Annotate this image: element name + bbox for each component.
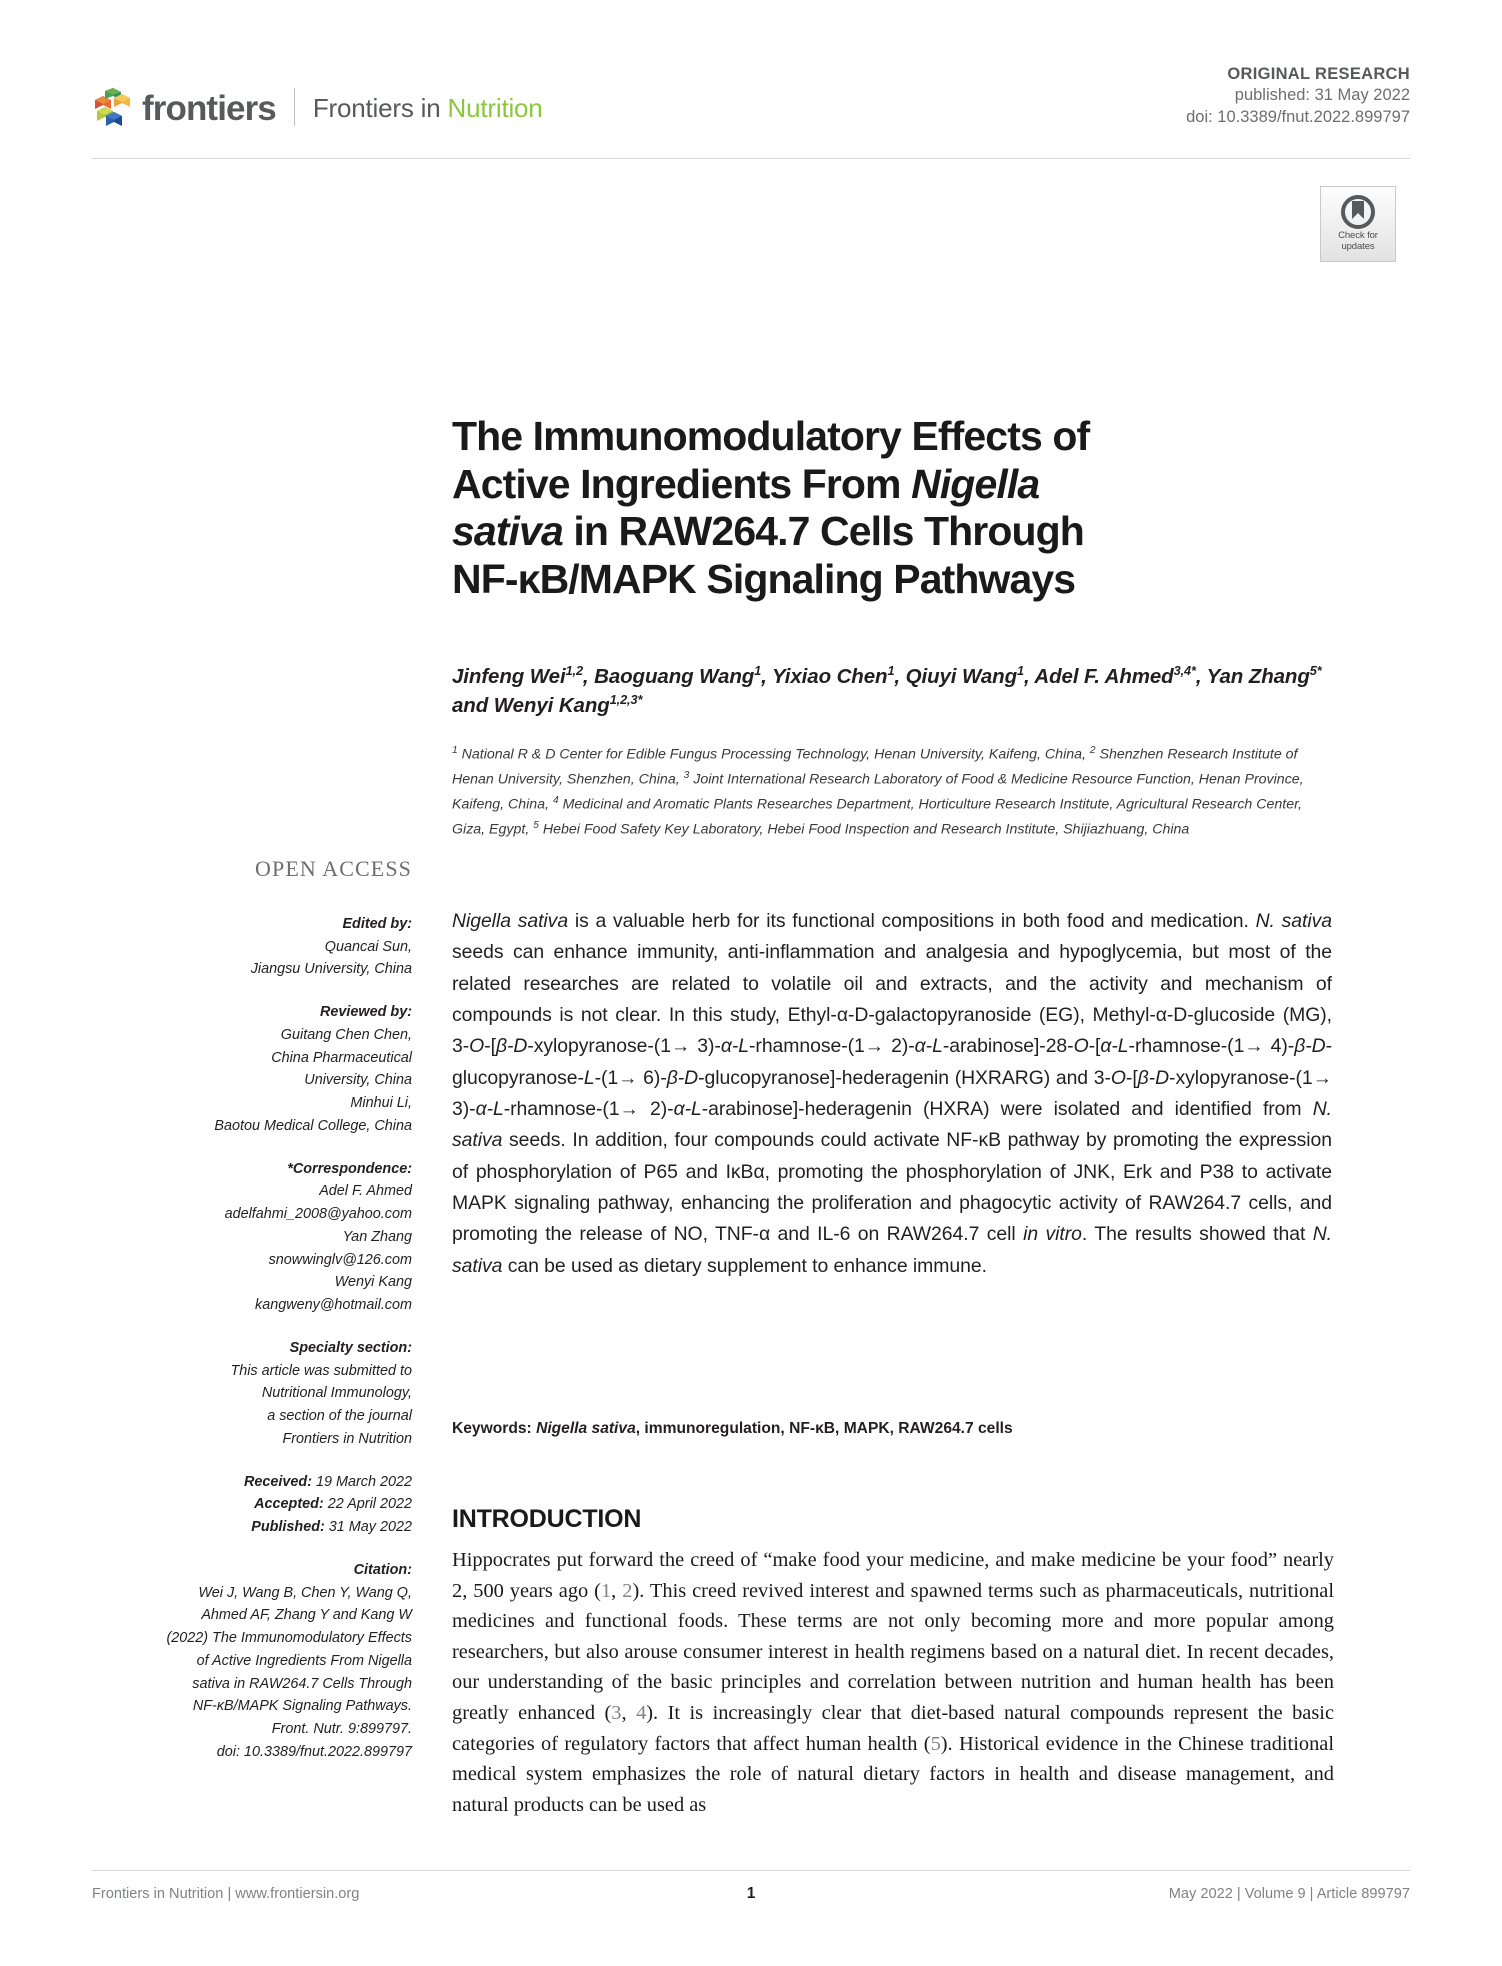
abstract-italic-run: L xyxy=(583,1066,595,1089)
abstract-italic-run: β-D xyxy=(1137,1066,1170,1089)
author-name: Adel F. Ahmed xyxy=(1034,665,1174,688)
reviewer-line: Guitang Chen Chen, xyxy=(280,1026,412,1043)
author-affiliation-marker: 5* xyxy=(1309,663,1322,679)
author-name: Qiuyi Wang xyxy=(905,665,1018,688)
abstract-italic-run: α-L xyxy=(475,1097,504,1120)
citation-line: Wei J, Wang B, Chen Y, Wang Q, xyxy=(198,1584,412,1601)
abstract-italic-run: N. sativa xyxy=(452,1097,1332,1152)
correspondence-line: snowwinglv@126.com xyxy=(268,1251,412,1268)
article-title xyxy=(452,413,1332,602)
introduction-text-run: Hippocrates put forward the creed of “make food your medicine, and make medicine be your food” nearly 2, 500 years ago ( xyxy=(452,1549,1334,1602)
abstract-text-run: -arabinose]-hederagenin (HXRA) were isolated and identified from xyxy=(701,1097,1313,1120)
citation-reference-link[interactable]: 4 xyxy=(636,1702,647,1725)
affiliation-list xyxy=(452,742,1334,843)
reviewer-line: Minhui Li, xyxy=(350,1095,412,1111)
author-affiliation-marker: 1 xyxy=(754,663,762,679)
correspondence-line: Wenyi Kang xyxy=(334,1274,412,1291)
author-name: Yixiao Chen xyxy=(771,665,888,688)
footer-volume-article: May 2022 | Volume 9 | Article 899797 xyxy=(1168,1886,1410,1902)
keywords-line xyxy=(452,1417,1332,1440)
title-line-2-plain: Active Ingredients From xyxy=(452,460,912,507)
author-affiliation-marker: 1,2 xyxy=(565,663,583,679)
header-divider-rule xyxy=(92,158,1410,159)
citation-reference-link[interactable]: 1 xyxy=(600,1579,612,1602)
title-line-1: The Immunomodulatory Effects of xyxy=(452,413,1090,460)
section-heading-introduction: INTRODUCTION xyxy=(452,1504,642,1533)
abstract-italic-run: O xyxy=(469,1035,485,1058)
published-label: Published: xyxy=(251,1519,325,1535)
title-line-2-italic: Nigella xyxy=(911,460,1040,507)
editor-line: Quancai Sun, xyxy=(324,938,412,955)
reviewed-by-label: Reviewed by: xyxy=(320,1004,412,1020)
edited-by-label: Edited by: xyxy=(342,915,412,932)
brand-wordmark: frontiers xyxy=(142,88,276,128)
citation-line: (2022) The Immunomodulatory Effects xyxy=(166,1630,412,1646)
affiliation-marker: 2 xyxy=(1089,745,1096,756)
introduction-text-run: ). Historical evidence in the Chinese traditional medical system emphasizes the role of natural dietary factors in health and disease management, and natural products can be used as xyxy=(452,1732,1334,1816)
author-name: Baoguang Wang xyxy=(594,665,755,688)
article-info-sidebar xyxy=(92,852,412,1764)
abstract-italic-run: β-D xyxy=(1294,1035,1326,1058)
abstract-text-run: seeds can enhance immunity, anti-inflammation and analgesia and hypoglycemia, but most of the related researches are related to volatile oil and extracts, and the activity and mechanism of compounds is not clear. In this study, Ethyl-α-D-galactopyranoside (EG), Methyl-α-D-glucoside (MG), 3- xyxy=(452,941,1332,1058)
abstract-text-run: -glucopyranose]-hederagenin (HXRARG) and 3- xyxy=(698,1066,1111,1089)
page-footer xyxy=(92,1886,1410,1902)
abstract-text-run: -xylopyranose-(1→ 3)- xyxy=(452,1066,1332,1120)
check-for-updates-badge[interactable] xyxy=(1320,186,1396,262)
abstract-italic-run: N. sativa xyxy=(452,1223,1332,1277)
article-meta-header xyxy=(1186,64,1410,130)
received-date-row xyxy=(92,1471,412,1494)
abstract-italic-run: O xyxy=(1110,1066,1126,1089)
abstract-text-run: seeds. In addition, four compounds could activate NF-κB pathway by promoting the expression of phosphorylation of P65 and IκBα, promoting the phosphorylation of JNK, Erk and P38 to activate MAPK signaling pathway, enhancing the proliferation and phagocytic activity of RAW264.7 cells, and promoting the release of NO, TNF-α and IL-6 on RAW264.7 cell xyxy=(452,1129,1332,1246)
author-list: Jinfeng Wei$^{1,2}$, Baoguang Wang$^1$, Yixiao Chen$^1$, Qiuyi Wang$^1$, Adel F. Ahmed$^{3,4*}$, Yan Zhang$^{5*}$ and Wenyi Kang$^{1,2,3*}$ xyxy=(452,663,1322,718)
affiliation-text: Joint International Research Laboratory of Food & Medicine Resource Function, Henan Province, Kaifeng, China, xyxy=(452,771,1304,814)
footer-divider-rule xyxy=(92,1870,1410,1871)
correspondence-line: Adel F. Ahmed xyxy=(319,1183,412,1200)
abstract-text-run: -[ xyxy=(1125,1066,1138,1089)
crossmark-label-line2: updates xyxy=(1341,241,1375,252)
abstract-text-run: -glucopyranose- xyxy=(452,1035,1333,1089)
abstract-text-run: -(1→ 6)- xyxy=(594,1066,667,1089)
editor-line: Jiangsu University, China xyxy=(250,961,412,978)
citation-label: Citation: xyxy=(353,1561,412,1578)
affiliation-marker: 1 xyxy=(452,745,458,756)
abstract-text-run: -rhamnose-(1→ 2)- xyxy=(749,1035,915,1058)
title-line-3-plain: in RAW264.7 Cells Through xyxy=(562,508,1084,555)
abstract-text-run: is a valuable herb for its functional compositions in both food and medication. xyxy=(568,910,1256,932)
published-value: 31 May 2022 xyxy=(324,1519,412,1535)
author-affiliation-marker: 1 xyxy=(887,663,895,679)
introduction-paragraph xyxy=(452,1545,1334,1820)
abstract-text-run: -arabinose]-28- xyxy=(942,1035,1074,1058)
keywords-label: Keywords: xyxy=(452,1420,537,1437)
open-access-label: OPEN ACCESS xyxy=(255,856,412,881)
introduction-text-run: ). It is increasingly clear that diet-based natural compounds represent the basic categories of regulatory factors that affect human health ( xyxy=(452,1702,1334,1755)
affiliation-text: Shenzhen Research Institute of Henan University, Shenzhen, China, xyxy=(452,746,1298,788)
affiliation-text: Hebei Food Safety Key Laboratory, Hebei Food Inspection and Research Institute, Shijiazhuang, China xyxy=(538,822,1190,839)
journal-title-prefix: Frontiers in xyxy=(312,93,448,123)
citation-block xyxy=(92,1559,412,1764)
accepted-date-row xyxy=(92,1493,412,1516)
journal-title-accent: Nutrition xyxy=(447,93,543,123)
affiliation-text: National R & D Center for Edible Fungus Processing Technology, Henan University, Kaifeng, China, xyxy=(457,746,1090,763)
footer-journal-url: Frontiers in Nutrition | www.frontiersin.org xyxy=(92,1886,360,1902)
citation-line: NF-κB/MAPK Signaling Pathways. xyxy=(192,1698,412,1715)
abstract-text-run: -[ xyxy=(1088,1035,1101,1058)
crossmark-icon xyxy=(1341,195,1375,229)
abstract-italic-run: O xyxy=(1073,1035,1089,1058)
citation-line: Front. Nutr. 9:899797. xyxy=(271,1721,412,1737)
reviewer-line: China Pharmaceutical xyxy=(271,1049,412,1066)
affiliation-marker: 4 xyxy=(552,795,559,807)
abstract-italic-run: N. sativa xyxy=(1255,910,1333,932)
citation-line: Ahmed AF, Zhang Y and Kang W xyxy=(201,1607,412,1624)
reviewer-line: Baotou Medical College, China xyxy=(214,1117,412,1134)
accepted-value: 22 April 2022 xyxy=(323,1496,412,1513)
author-affiliation-marker: 3,4* xyxy=(1173,663,1196,679)
abstract-italic-run: α-L xyxy=(914,1035,943,1058)
abstract-text-run: -rhamnose-(1→ 2)- xyxy=(503,1097,674,1120)
accepted-label: Accepted: xyxy=(254,1496,324,1513)
title-line-3-italic: sativa xyxy=(452,508,563,555)
author-affiliation-marker: 1 xyxy=(1017,663,1024,679)
abstract-italic-run: β-D xyxy=(666,1066,699,1089)
edited-by-block xyxy=(92,913,412,981)
doi-line: doi: 10.3389/fnut.2022.899797 xyxy=(1186,107,1410,126)
abstract-text-run: -xylopyranose-(1→ 3)- xyxy=(527,1035,721,1058)
correspondence-line: Yan Zhang xyxy=(342,1228,412,1245)
author-name: Wenyi Kang xyxy=(493,694,610,718)
abstract-italic-run: in vitro xyxy=(1023,1223,1082,1246)
masthead xyxy=(92,62,1410,130)
specialty-line: Frontiers in Nutrition xyxy=(282,1430,412,1447)
keywords-rest: , immunoregulation, NF-κB, MAPK, RAW264.7 cells xyxy=(635,1420,1013,1437)
abstract-text xyxy=(452,906,1332,1282)
title-line-4: NF-κB/MAPK Signaling Pathways xyxy=(452,555,1076,602)
brand-divider xyxy=(294,88,295,126)
specialty-line: Nutritional Immunology, xyxy=(261,1385,412,1402)
introduction-text-run: , xyxy=(611,1579,623,1602)
article-dates-block xyxy=(92,1471,412,1539)
citation-reference-link[interactable]: 3 xyxy=(611,1702,622,1725)
article-type-label: ORIGINAL RESEARCH xyxy=(1227,64,1410,83)
published-date: published: 31 May 2022 xyxy=(1234,86,1410,105)
affiliation-text: Medicinal and Aromatic Plants Researches Department, Horticulture Research Institute, Agricultural Research Center, Giza, Egypt, xyxy=(452,797,1302,839)
author-name: Jinfeng Wei xyxy=(452,665,566,688)
affiliation-marker: 3 xyxy=(683,770,690,782)
abstract-text-run: -[ xyxy=(484,1035,496,1058)
citation-line: sativa in RAW264.7 Cells Through xyxy=(192,1675,412,1692)
correspondence-label: *Correspondence: xyxy=(287,1160,412,1177)
specialty-line: This article was submitted to xyxy=(230,1362,412,1379)
citation-line: doi: 10.3389/fnut.2022.899797 xyxy=(216,1743,412,1760)
introduction-text-run: ). This creed revived interest and spawned terms such as pharmaceuticals, nutritional medicines and functional foods. These terms are not only becoming more and more popular among researchers, but also arouse consumer interest in health regimens based on a natural diet. In recent decades, our understanding of the basic principles and correlation between nutrition and human health has been greatly enhanced ( xyxy=(452,1579,1334,1725)
author-name: Yan Zhang xyxy=(1206,665,1310,688)
reviewed-by-block xyxy=(92,1001,412,1138)
reviewer-line: University, China xyxy=(304,1072,412,1089)
citation-reference-link[interactable]: 2 xyxy=(622,1579,633,1602)
abstract-text-run: -rhamnose-(1→ 4)- xyxy=(1128,1035,1295,1058)
correspondence-line: adelfahmi_2008@yahoo.com xyxy=(224,1206,412,1222)
published-date-row xyxy=(92,1516,412,1539)
correspondence-block xyxy=(92,1158,412,1317)
affiliation-marker: 5 xyxy=(533,820,539,832)
citation-reference-link[interactable]: 5 xyxy=(930,1732,941,1755)
frontiers-logo-icon xyxy=(92,88,132,128)
abstract-text-run: . The results showed that xyxy=(1081,1223,1313,1246)
footer-page-number: 1 xyxy=(746,1885,756,1902)
keywords-species: Nigella sativa xyxy=(536,1420,636,1437)
abstract-italic-run: α-L xyxy=(673,1097,702,1120)
journal-title xyxy=(313,95,543,121)
abstract-italic-run: α-L xyxy=(720,1035,749,1058)
specialty-section-label: Specialty section: xyxy=(289,1339,412,1356)
specialty-section-block xyxy=(92,1337,412,1451)
abstract-italic-run: α-L xyxy=(1100,1035,1129,1058)
abstract-text-run: can be used as dietary supplement to enhance immune. xyxy=(502,1254,987,1277)
abstract-italic-run: Nigella sativa xyxy=(452,910,569,932)
abstract-italic-run: β-D xyxy=(495,1035,528,1058)
citation-line: of Active Ingredients From Nigella xyxy=(196,1652,412,1669)
crossmark-label-line1: Check for xyxy=(1338,230,1378,242)
received-value: 19 March 2022 xyxy=(312,1473,412,1490)
correspondence-line: kangweny@hotmail.com xyxy=(255,1297,412,1313)
received-label: Received: xyxy=(244,1473,312,1490)
author-affiliation-marker: 1,2,3* xyxy=(609,692,643,708)
journal-branding xyxy=(92,88,543,130)
specialty-line: a section of the journal xyxy=(267,1408,412,1424)
introduction-text-run: , xyxy=(621,1702,637,1725)
